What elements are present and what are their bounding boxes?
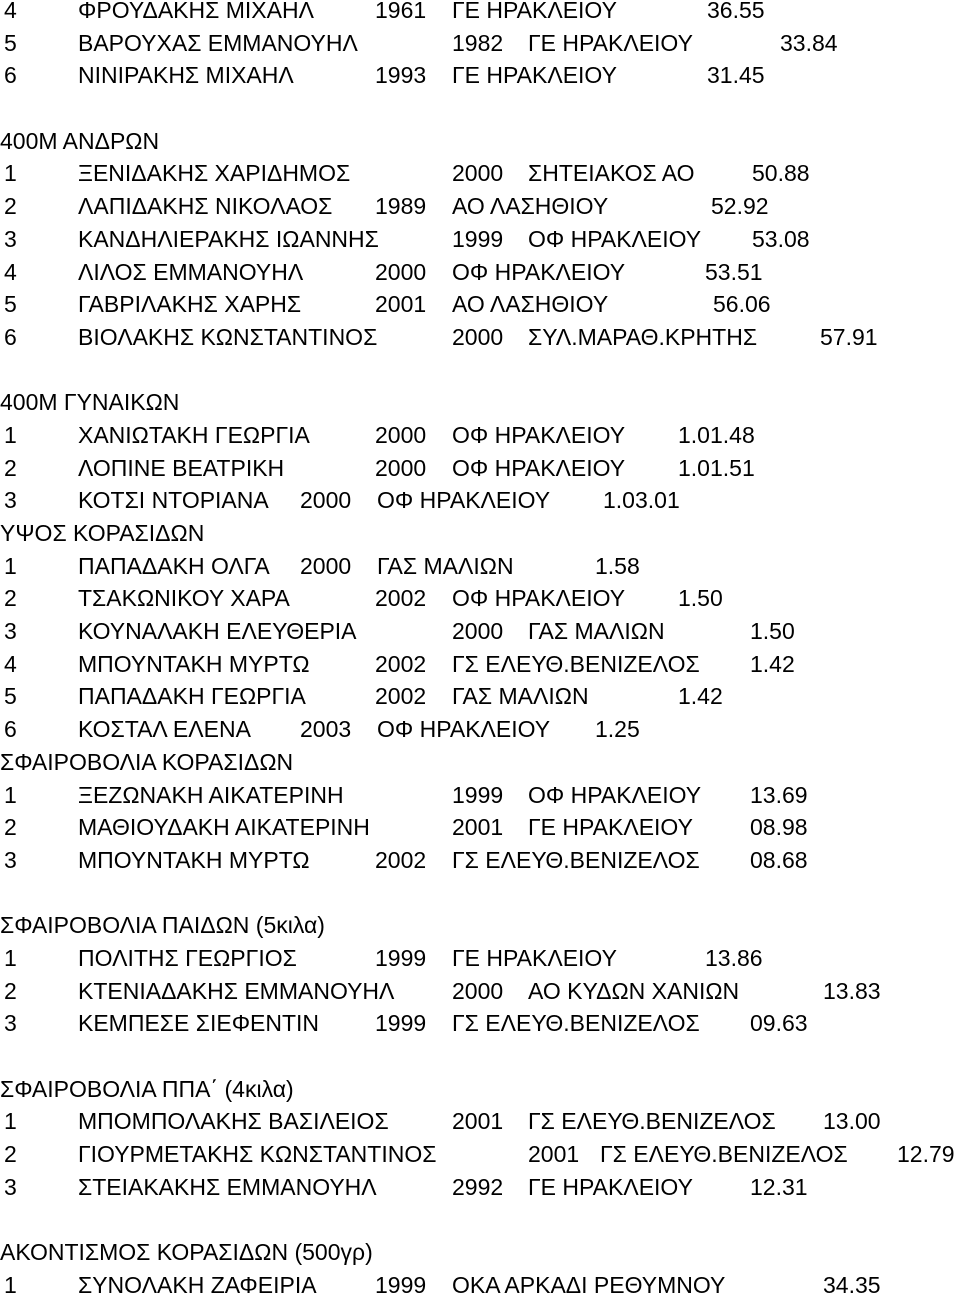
mark: 1.01.48 [678, 421, 755, 448]
mark: 53.51 [705, 258, 763, 285]
birth-year: 1999 [375, 1010, 427, 1037]
birth-year: 1993 [375, 62, 427, 89]
athlete-name: ΒΑΡΟΥΧΑΣ ΕΜΜΑΝΟΥΗΛ [78, 29, 358, 56]
rank: 2 [4, 454, 17, 481]
athlete-name: ΝΙΝΙΡΑΚΗΣ ΜΙΧΑΗΛ [78, 62, 294, 89]
event-title: ΣΦΑΙΡΟΒΟΛΙΑ ΚΟΡΑΣΙΔΩΝ [0, 748, 294, 775]
result-row [0, 1269, 960, 1302]
athlete-name: ΛΟΠΙΝΕ ΒΕΑΤΡΙΚΗ [78, 454, 285, 481]
mark: 13.83 [823, 977, 881, 1004]
rank: 1 [4, 552, 17, 579]
athlete-name: ΜΠΟΥΝΤΑΚΗ ΜΥΡΤΩ [78, 650, 310, 677]
rank: 5 [4, 291, 17, 318]
mark: 36.55 [707, 0, 765, 23]
birth-year: 2992 [452, 1173, 504, 1200]
event-title: 400Μ ΓΥΝΑΙΚΩΝ [0, 389, 180, 416]
event-heading [0, 125, 960, 158]
result-row [0, 844, 960, 877]
mark: 1.50 [678, 585, 723, 612]
event-heading [0, 1073, 960, 1106]
athlete-name: ΜΠΟΥΝΤΑΚΗ ΜΥΡΤΩ [78, 846, 310, 873]
result-row [0, 288, 960, 321]
club: ΓΑΣ ΜΑΛΙΩΝ [377, 552, 514, 579]
athlete-name: ΛΙΛΟΣ ΕΜΜΑΝΟΥΗΛ [78, 258, 304, 285]
club: ΟΦ ΗΡΑΚΛΕΙΟΥ [452, 585, 626, 612]
club: ΓΑΣ ΜΑΛΙΩΝ [452, 683, 589, 710]
athlete-name: ΠΑΠΑΔΑΚΗ ΟΛΓΑ [78, 552, 270, 579]
result-row [0, 1138, 960, 1171]
club: ΓΣ ΕΛΕΥΘ.ΒΕΝΙΖΕΛΟΣ [452, 650, 700, 677]
event-heading [0, 517, 960, 550]
rank: 2 [4, 814, 17, 841]
birth-year: 2001 [375, 291, 427, 318]
result-row [0, 157, 960, 190]
rank: 1 [4, 1271, 17, 1298]
mark: 13.86 [705, 944, 763, 971]
club: ΓΣ ΕΛΕΥΘ.ΒΕΝΙΖΕΛΟΣ [528, 1108, 776, 1135]
mark: 50.88 [752, 160, 810, 187]
event-title: ΣΦΑΙΡΟΒΟΛΙΑ ΠΑΙΔΩΝ (5κιλα) [0, 912, 325, 939]
club: ΟΦ ΗΡΑΚΛΕΙΟΥ [452, 421, 626, 448]
rank: 1 [4, 421, 17, 448]
result-row [0, 975, 960, 1008]
mark: 13.69 [750, 781, 808, 808]
rank: 6 [4, 62, 17, 89]
birth-year: 1999 [452, 225, 504, 252]
athlete-name: ΦΡΟΥΔΑΚΗΣ ΜΙΧΑΗΛ [78, 0, 314, 23]
result-row [0, 779, 960, 812]
birth-year: 2001 [452, 814, 504, 841]
mark: 34.35 [823, 1271, 881, 1298]
result-row [0, 484, 960, 517]
club: ΓΕ ΗΡΑΚΛΕΙΟΥ [452, 62, 617, 89]
athlete-name: ΚΑΝΔΗΛΙΕΡΑΚΗΣ ΙΩΑΝΝΗΣ [78, 225, 379, 252]
mark: 1.58 [595, 552, 640, 579]
event-title: ΥΨΟΣ ΚΟΡΑΣΙΔΩΝ [0, 520, 205, 546]
mark: 52.92 [711, 193, 769, 220]
birth-year: 2002 [375, 683, 427, 710]
mark: 09.63 [750, 1010, 808, 1037]
athlete-name: ΒΙΟΛΑΚΗΣ ΚΩΝΣΤΑΝΤΙΝΟΣ [78, 323, 378, 350]
result-row [0, 942, 960, 975]
blank-line [0, 877, 960, 910]
club: ΓΣ ΕΛΕΥΘ.ΒΕΝΙΖΕΛΟΣ [452, 1010, 700, 1037]
club: ΑΟ ΛΑΣΗΘΙΟΥ [452, 193, 609, 220]
rank: 1 [4, 781, 17, 808]
rank: 3 [4, 1010, 17, 1037]
event-heading [0, 1236, 960, 1269]
blank-line [0, 1203, 960, 1236]
rank: 1 [4, 1108, 17, 1135]
birth-year: 2000 [300, 487, 352, 514]
athlete-name: ΠΑΠΑΔΑΚΗ ΓΕΩΡΓΙΑ [78, 683, 306, 710]
birth-year: 2002 [375, 650, 427, 677]
mark: 1.42 [678, 683, 723, 710]
athlete-name: ΤΣΑΚΩΝΙΚΟΥ ΧΑΡΑ [78, 585, 290, 612]
result-row [0, 1007, 960, 1040]
mark: 1.50 [750, 618, 795, 645]
athlete-name: ΚΟΣΤΑΛ ΕΛΕΝΑ [78, 716, 251, 743]
birth-year: 2000 [375, 258, 427, 285]
club: ΟΦ ΗΡΑΚΛΕΙΟΥ [452, 258, 626, 285]
rank: 6 [4, 323, 17, 350]
rank: 2 [4, 1141, 17, 1168]
birth-year: 2001 [528, 1141, 580, 1168]
result-row [0, 223, 960, 256]
result-row [0, 550, 960, 583]
athlete-name: ΓΑΒΡΙΛΑΚΗΣ ΧΑΡΗΣ [78, 291, 302, 318]
rank: 2 [4, 977, 17, 1004]
birth-year: 2000 [452, 323, 504, 350]
athlete-name: ΓΙΟΥΡΜΕΤΑΚΗΣ ΚΩΝΣΤΑΝΤΙΝΟΣ [78, 1141, 437, 1168]
club: ΓΕ ΗΡΑΚΛΕΙΟΥ [528, 814, 693, 841]
birth-year: 1989 [375, 193, 427, 220]
rank: 3 [4, 225, 17, 252]
mark: 08.98 [750, 814, 808, 841]
rank: 5 [4, 29, 17, 56]
athlete-name: ΜΑΘΙΟΥΔΑΚΗ ΑΙΚΑΤΕΡΙΝΗ [78, 814, 370, 841]
mark: 1.25 [595, 716, 640, 743]
mark: 1.01.51 [678, 454, 755, 481]
athlete-name: ΚΕΜΠΕΣΕ ΣΙΕΦΕΝΤΙΝ [78, 1010, 320, 1037]
mark: 33.84 [780, 29, 838, 56]
club: ΓΣ ΕΛΕΥΘ.ΒΕΝΙΖΕΛΟΣ [600, 1141, 848, 1168]
athlete-name: ΧΑΝΙΩΤΑΚΗ ΓΕΩΡΓΙΑ [78, 421, 310, 448]
athlete-name: ΣΤΕΙΑΚΑΚΗΣ ΕΜΜΑΝΟΥΗΛ [78, 1173, 377, 1200]
birth-year: 2001 [452, 1108, 504, 1135]
result-row [0, 713, 960, 746]
result-row [0, 256, 960, 289]
club: ΟΦ ΗΡΑΚΛΕΙΟΥ [377, 716, 551, 743]
event-title: ΣΦΑΙΡΟΒΟΛΙΑ ΠΠΑ΄ (4κιλα) [0, 1075, 294, 1102]
club: ΟΚΑ ΑΡΚΑΔΙ ΡΕΘΥΜΝΟΥ [452, 1271, 726, 1298]
rank: 6 [4, 716, 17, 743]
result-row [0, 1171, 960, 1204]
club: ΟΦ ΗΡΑΚΛΕΙΟΥ [452, 454, 626, 481]
birth-year: 2002 [375, 846, 427, 873]
birth-year: 2002 [375, 585, 427, 612]
athlete-name: ΚΟΥΝΑΛΑΚΗ ΕΛΕΥΘΕΡΙΑ [78, 618, 357, 645]
mark: 13.00 [823, 1108, 881, 1135]
event-title: ΑΚΟΝΤΙΣΜΟΣ ΚΟΡΑΣΙΔΩΝ (500γρ) [0, 1239, 373, 1266]
rank: 4 [4, 258, 17, 285]
rank: 3 [4, 1173, 17, 1200]
rank: 3 [4, 618, 17, 645]
rank: 4 [4, 650, 17, 677]
mark: 12.31 [750, 1173, 808, 1200]
club: ΓΣ ΕΛΕΥΘ.ΒΕΝΙΖΕΛΟΣ [452, 846, 700, 873]
athlete-name: ΚΟΤΣΙ ΝΤΟΡΙΑΝΑ [78, 487, 269, 514]
club: ΑΟ ΛΑΣΗΘΙΟΥ [452, 291, 609, 318]
result-row [0, 0, 960, 27]
mark: 31.45 [707, 62, 765, 89]
blank-line [0, 92, 960, 125]
club: ΓΑΣ ΜΑΛΙΩΝ [528, 618, 665, 645]
mark: 57.91 [820, 323, 878, 350]
club: ΣΥΛ.ΜΑΡΑΘ.ΚΡΗΤΗΣ [528, 323, 758, 350]
birth-year: 1999 [375, 944, 427, 971]
result-row [0, 419, 960, 452]
result-row [0, 27, 960, 60]
rank: 1 [4, 944, 17, 971]
result-row [0, 190, 960, 223]
club: ΟΦ ΗΡΑΚΛΕΙΟΥ [377, 487, 551, 514]
birth-year: 2000 [375, 454, 427, 481]
athlete-name: ΣΥΝΟΛΑΚΗ ΖΑΦΕΙΡΙΑ [78, 1271, 317, 1298]
event-heading [0, 746, 960, 779]
mark: 1.42 [750, 650, 795, 677]
rank: 2 [4, 585, 17, 612]
birth-year: 1999 [452, 781, 504, 808]
birth-year: 2000 [300, 552, 352, 579]
rank: 3 [4, 846, 17, 873]
rank: 5 [4, 683, 17, 710]
blank-line [0, 354, 960, 387]
mark: 1.03.01 [603, 487, 680, 514]
athlete-name: ΠΟΛΙΤΗΣ ΓΕΩΡΓΙΟΣ [78, 944, 297, 971]
result-row [0, 59, 960, 92]
club: ΟΦ ΗΡΑΚΛΕΙΟΥ [528, 781, 702, 808]
athlete-name: ΜΠΟΜΠΟΛΑΚΗΣ ΒΑΣΙΛΕΙΟΣ [78, 1108, 389, 1135]
club: ΓΕ ΗΡΑΚΛΕΙΟΥ [452, 944, 617, 971]
result-row [0, 811, 960, 844]
club: ΓΕ ΗΡΑΚΛΕΙΟΥ [452, 0, 617, 23]
mark: 56.06 [713, 291, 771, 318]
birth-year: 1982 [452, 29, 504, 56]
event-title: 400Μ ΑΝΔΡΩΝ [0, 127, 160, 154]
result-row [0, 680, 960, 713]
mark: 08.68 [750, 846, 808, 873]
birth-year: 2000 [452, 977, 504, 1004]
result-row [0, 452, 960, 485]
result-row [0, 615, 960, 648]
result-row [0, 648, 960, 681]
athlete-name: ΚΤΕΝΙΑΔΑΚΗΣ ΕΜΜΑΝΟΥΗΛ [78, 977, 395, 1004]
club: ΑΟ ΚΥΔΩΝ ΧΑΝΙΩΝ [528, 977, 740, 1004]
birth-year: 2000 [375, 421, 427, 448]
birth-year: 2000 [452, 160, 504, 187]
club: ΟΦ ΗΡΑΚΛΕΙΟΥ [528, 225, 702, 252]
result-row [0, 582, 960, 615]
birth-year: 2003 [300, 716, 352, 743]
event-heading [0, 909, 960, 942]
club: ΣΗΤΕΙΑΚΟΣ ΑΟ [528, 160, 695, 187]
rank: 4 [4, 0, 17, 23]
athlete-name: ΞΕΖΩΝΑΚΗ ΑΙΚΑΤΕΡΙΝΗ [78, 781, 344, 808]
club: ΓΕ ΗΡΑΚΛΕΙΟΥ [528, 1173, 693, 1200]
birth-year: 1999 [375, 1271, 427, 1298]
event-heading [0, 386, 960, 419]
club: ΓΕ ΗΡΑΚΛΕΙΟΥ [528, 29, 693, 56]
rank: 1 [4, 160, 17, 187]
athlete-name: ΞΕΝΙΔΑΚΗΣ ΧΑΡΙΔΗΜΟΣ [78, 160, 351, 187]
athlete-name: ΛΑΠΙΔΑΚΗΣ ΝΙΚΟΛΑΟΣ [78, 193, 333, 220]
mark: 12.79 [897, 1141, 955, 1168]
birth-year: 2000 [452, 618, 504, 645]
rank: 2 [4, 193, 17, 220]
birth-year: 1961 [375, 0, 427, 23]
rank: 3 [4, 487, 17, 514]
result-row [0, 321, 960, 354]
mark: 53.08 [752, 225, 810, 252]
blank-line [0, 1040, 960, 1073]
result-row [0, 1105, 960, 1138]
